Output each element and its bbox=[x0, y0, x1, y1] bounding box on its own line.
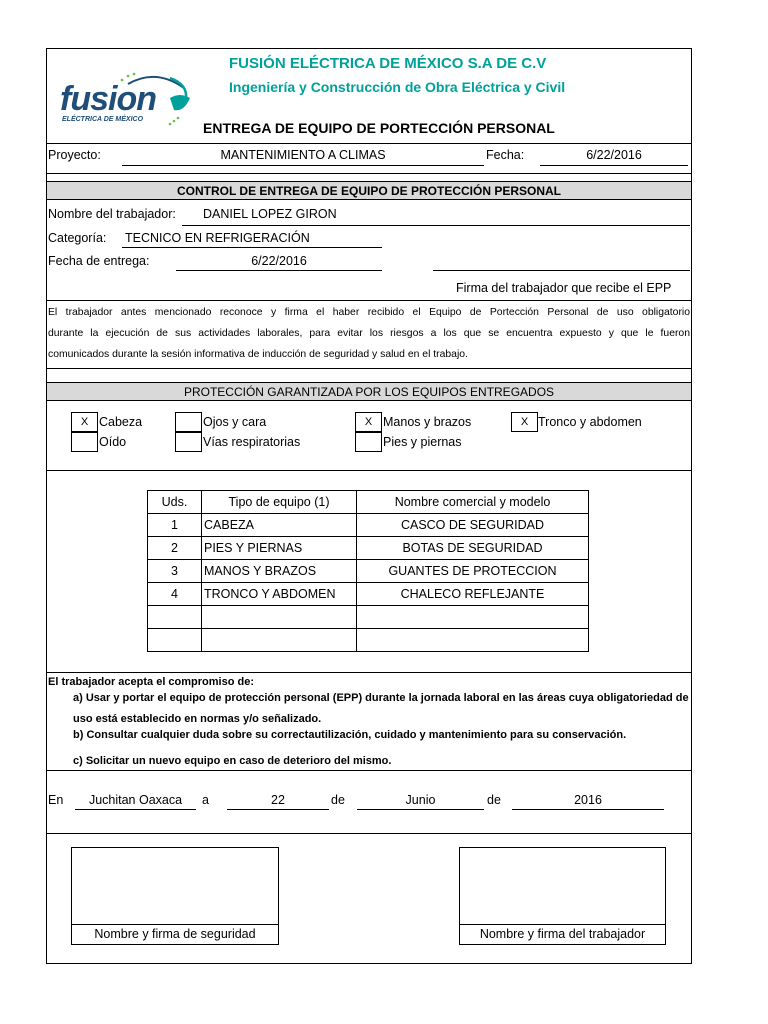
signature-label: Firma del trabajador que recibe el EPP bbox=[456, 281, 672, 295]
cell-nombre: BOTAS DE SEGURIDAD bbox=[357, 537, 589, 560]
place-a: a bbox=[202, 793, 209, 807]
delivery-value: 6/22/2016 bbox=[251, 254, 307, 268]
cell-nombre bbox=[357, 606, 589, 629]
document-title: ENTREGA DE EQUIPO DE PORTECCIÓN PERSONAL bbox=[203, 120, 555, 136]
cell-tipo bbox=[202, 606, 357, 629]
protection-band bbox=[47, 382, 691, 401]
delivery-underline bbox=[176, 270, 382, 271]
date-underline bbox=[540, 165, 688, 166]
statement-line-3: comunicados durante la sesión informativa de inducción de seguridad y salud en el trabajo. bbox=[48, 349, 468, 360]
commitment-title: El trabajador acepta el compromiso de: bbox=[48, 676, 255, 688]
label-manos-brazos: Manos y brazos bbox=[383, 415, 472, 429]
cell-uds bbox=[148, 629, 202, 652]
checkbox-vias-respiratorias[interactable] bbox=[175, 432, 202, 452]
header-nombre: Nombre comercial y modelo bbox=[357, 491, 589, 514]
header-uds: Uds. bbox=[148, 491, 202, 514]
table-row bbox=[148, 560, 589, 583]
place-de-1: de bbox=[331, 793, 345, 807]
label-pies-piernas: Pies y piernas bbox=[383, 435, 462, 449]
cell-tipo: TRONCO Y ABDOMEN bbox=[202, 583, 357, 606]
commitment-b: b) Consultar cualquier duda sobre su correctautilización, cuidado y mantenimiento para su conservación. bbox=[73, 729, 627, 741]
divider bbox=[47, 770, 691, 771]
company-name: FUSIÓN ELÉCTRICA DE MÉXICO S.A DE C.V bbox=[229, 55, 547, 72]
checkbox-ojos-cara[interactable] bbox=[175, 412, 202, 432]
city-underline bbox=[75, 809, 196, 810]
category-label: Categoría: bbox=[48, 231, 107, 245]
cell-uds bbox=[148, 606, 202, 629]
cell-nombre bbox=[357, 629, 589, 652]
divider bbox=[47, 173, 691, 174]
delivery-label: Fecha de entrega: bbox=[48, 254, 150, 268]
place-day: 22 bbox=[271, 793, 285, 807]
table-row bbox=[148, 537, 589, 560]
cell-nombre: CHALECO REFLEJANTE bbox=[357, 583, 589, 606]
statement-line-1: El trabajador antes mencionado reconoce y firma el haber recibido el Equipo de Portección Personal de uso obligatorio bbox=[48, 307, 690, 318]
label-tronco-abdomen: Tronco y abdomen bbox=[538, 415, 642, 429]
commitment-a1: a) Usar y portar el equipo de protección personal (EPP) durante la jornada laboral en las áreas cuya obligatoriedad de bbox=[73, 692, 689, 704]
project-underline bbox=[122, 165, 484, 166]
divider bbox=[47, 470, 691, 471]
month-underline bbox=[357, 809, 484, 810]
header-tipo: Tipo de equipo (1) bbox=[202, 491, 357, 514]
worker-value: DANIEL LOPEZ GIRON bbox=[203, 207, 337, 221]
commitment-c: c) Solicitar un nuevo equipo en caso de deterioro del mismo. bbox=[73, 755, 392, 767]
label-vias-respiratorias: Vías respiratorias bbox=[203, 435, 301, 449]
checkbox-tronco-abdomen[interactable]: X bbox=[511, 412, 538, 432]
label-ojos-cara: Ojos y cara bbox=[203, 415, 267, 429]
security-signature-box[interactable] bbox=[71, 847, 279, 945]
place-city: Juchitan Oaxaca bbox=[88, 793, 183, 807]
divider bbox=[47, 833, 691, 834]
divider bbox=[47, 368, 691, 369]
cell-uds: 3 bbox=[148, 560, 202, 583]
place-en: En bbox=[48, 793, 64, 807]
checkbox-manos-brazos[interactable]: X bbox=[355, 412, 382, 432]
cell-tipo bbox=[202, 629, 357, 652]
category-underline bbox=[122, 247, 382, 248]
date-label: Fecha: bbox=[486, 148, 525, 162]
statement-line-2: durante la ejecución de sus actividades laborales, para evitar los riesgos a los que se encuentra expuesto y que le fueron bbox=[48, 328, 690, 339]
place-year: 2016 bbox=[574, 793, 602, 807]
logo-word: fusion bbox=[60, 80, 156, 118]
category-value: TECNICO EN REFRIGERACIÓN bbox=[125, 231, 310, 245]
year-underline bbox=[512, 809, 664, 810]
company-logo bbox=[58, 66, 194, 132]
table-row bbox=[148, 606, 589, 629]
checkbox-pies-piernas[interactable] bbox=[355, 432, 382, 452]
table-header-row bbox=[148, 491, 589, 514]
cell-uds: 1 bbox=[148, 514, 202, 537]
worker-signature-box[interactable] bbox=[459, 847, 666, 945]
table-row bbox=[148, 629, 589, 652]
divider bbox=[47, 143, 691, 144]
cell-uds: 4 bbox=[148, 583, 202, 606]
logo-subtext: ELÉCTRICA DE MÉXICO bbox=[62, 116, 144, 123]
cell-tipo: CABEZA bbox=[202, 514, 357, 537]
signature-line bbox=[433, 270, 690, 271]
control-band bbox=[47, 181, 691, 200]
label-cabeza: Cabeza bbox=[99, 415, 143, 429]
company-subtitle: Ingeniería y Construcción de Obra Eléctrica y Civil bbox=[229, 79, 566, 95]
date-value: 6/22/2016 bbox=[586, 148, 642, 162]
place-month: Junio bbox=[405, 793, 436, 807]
commitment-a2: uso está establecido en normas y/o señalizado. bbox=[73, 713, 322, 725]
security-signature-caption: Nombre y firma de seguridad bbox=[72, 924, 278, 944]
cell-nombre: GUANTES DE PROTECCION bbox=[357, 560, 589, 583]
project-value: MANTENIMIENTO A CLIMAS bbox=[220, 148, 386, 162]
cell-tipo: MANOS Y BRAZOS bbox=[202, 560, 357, 583]
place-de-2: de bbox=[487, 793, 501, 807]
cell-uds: 2 bbox=[148, 537, 202, 560]
cell-nombre: CASCO DE SEGURIDAD bbox=[357, 514, 589, 537]
control-title: CONTROL DE ENTREGA DE EQUIPO DE PROTECCIÓN PERSONAL bbox=[176, 184, 562, 198]
equipment-table bbox=[147, 490, 589, 652]
protection-title: PROTECCIÓN GARANTIZADA POR LOS EQUIPOS ENTREGADOS bbox=[183, 385, 555, 399]
divider bbox=[47, 672, 691, 673]
divider bbox=[47, 300, 691, 301]
worker-underline bbox=[182, 225, 690, 226]
project-label: Proyecto: bbox=[48, 148, 101, 162]
statement bbox=[48, 307, 690, 370]
day-underline bbox=[227, 809, 329, 810]
worker-label: Nombre del trabajador: bbox=[48, 207, 176, 221]
checkbox-cabeza[interactable]: X bbox=[71, 412, 98, 432]
cell-tipo: PIES Y PIERNAS bbox=[202, 537, 357, 560]
label-oido: Oído bbox=[99, 435, 127, 449]
checkbox-oido[interactable] bbox=[71, 432, 98, 452]
worker-signature-caption: Nombre y firma del trabajador bbox=[460, 924, 665, 944]
table-row bbox=[148, 514, 589, 537]
table-row bbox=[148, 583, 589, 606]
